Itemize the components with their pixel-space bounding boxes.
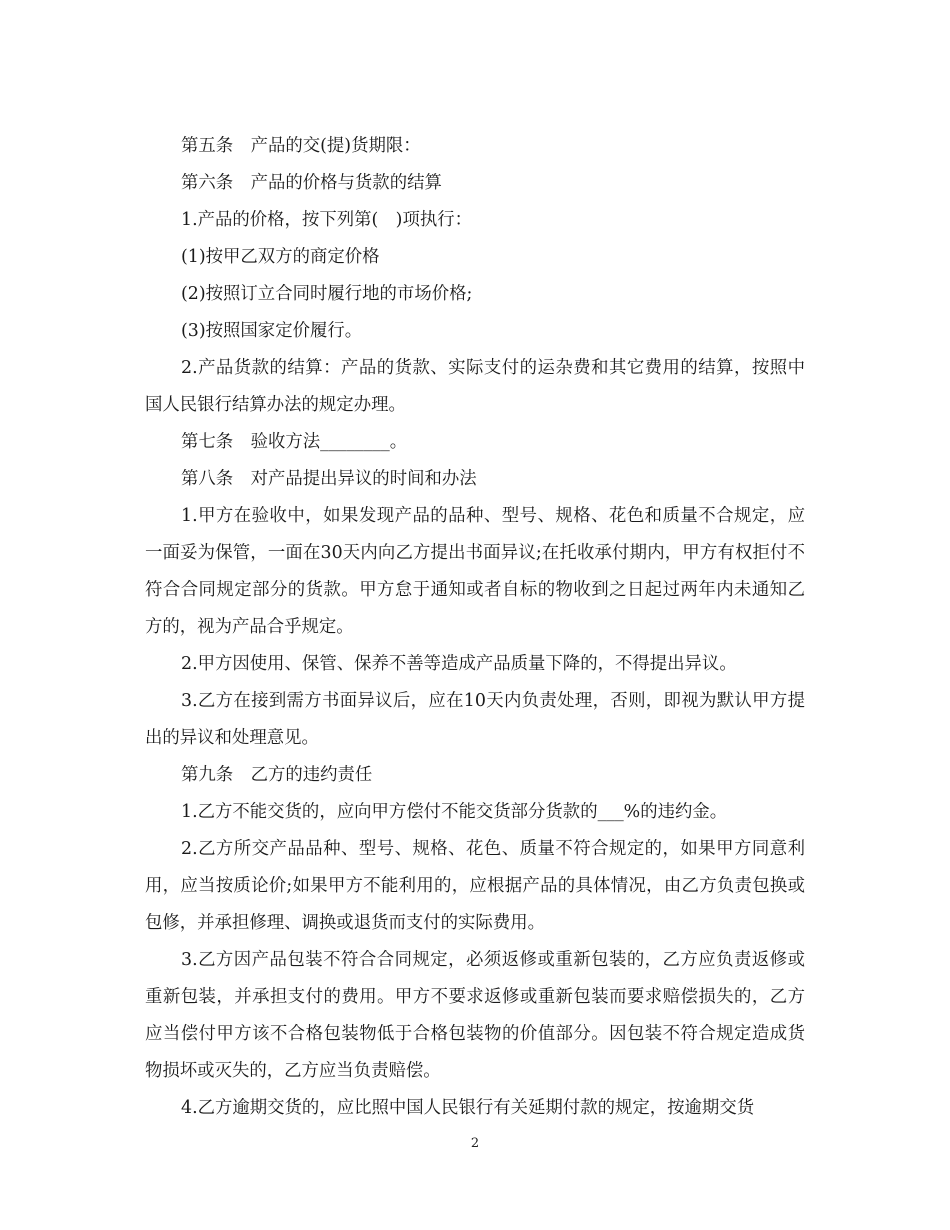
article-8-heading: 第八条 对产品提出异议的时间和办法 (181, 469, 477, 489)
price-option-3: (3)按照国家定价履行。 (181, 321, 363, 341)
article-6-heading: 第六条 产品的价格与货款的结算 (181, 173, 442, 193)
clause-6-1-price: 1.产品的价格，按下列第( )项执行： (181, 210, 473, 230)
clause-8-1: 1.甲方在验收中，如果发现产品的品种、型号、规格、花色和质量不合规定，应一面妥为保管，一面在30天内向乙方提出书面异议;在托收承付期内，甲方有权拒付不符合合同规定部分的货款。甲方怠于通知或者自标的物收到之日起过两年内未通知乙方的，视为产品合乎规定。 (145, 506, 805, 637)
clause-8-3: 3.乙方在接到需方书面异议后，应在10天内负责处理，否则，即视为默认甲方提出的异议和处理意见。 (145, 691, 805, 748)
clause-9-3: 3.乙方因产品包装不符合合同规定，必须返修或重新包装的，乙方应负责返修或重新包装，并承担支付的费用。甲方不要求返修或重新包装而要求赔偿损失的，乙方应当偿付甲方该不合格包装物低于合格包装物的价值部分。因包装不符合规定造成货物损坏或灭失的，乙方应当负责赔偿。 (145, 950, 805, 1081)
clause-8-2: 2.甲方因使用、保管、保养不善等造成产品质量下降的，不得提出异议。 (181, 654, 737, 674)
document-body (145, 128, 805, 1127)
clause-9-2: 2.乙方所交产品品种、型号、规格、花色、质量不符合规定的，如果甲方同意利用，应当按质论价;如果甲方不能利用的，应根据产品的具体情况，由乙方负责包换或包修，并承担修理、调换或退货而支付的实际费用。 (145, 839, 805, 933)
clause-9-1: 1.乙方不能交货的，应向甲方偿付不能交货部分货款的___%的违约金。 (181, 802, 728, 822)
price-option-1: (1)按甲乙双方的商定价格 (181, 247, 380, 267)
clause-9-4: 4.乙方逾期交货的，应比照中国人民银行有关延期付款的规定，按逾期交货 (181, 1098, 755, 1118)
article-5-heading: 第五条 产品的交(提)货期限： (181, 136, 421, 156)
page-number: 2 (470, 1136, 480, 1151)
article-9-heading: 第九条 乙方的违约责任 (181, 765, 373, 785)
price-option-2: (2)按照订立合同时履行地的市场价格; (181, 284, 473, 304)
clause-6-2-settlement: 2.产品货款的结算：产品的货款、实际支付的运杂费和其它费用的结算，按照中国人民银行结算办法的规定办理。 (145, 358, 805, 415)
article-7-heading: 第七条 验收方法________。 (181, 432, 408, 452)
